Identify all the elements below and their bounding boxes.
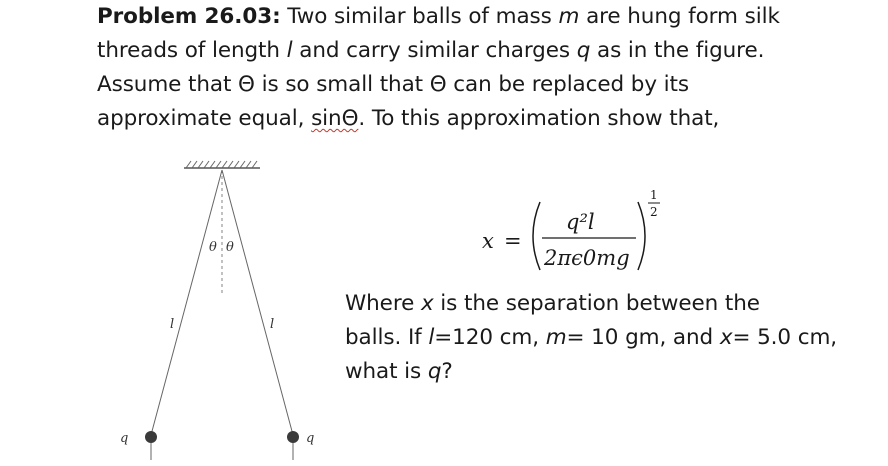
formula-svg	[478, 186, 678, 276]
problem-line-1: Problem 26.03: Two similar balls of mass m are hung form silk	[97, 4, 780, 29]
question-line-3: what is q?	[345, 359, 453, 384]
separation-formula	[478, 186, 678, 276]
var-q: q	[427, 359, 442, 384]
ceiling-support	[184, 161, 260, 168]
var-m: m	[558, 4, 580, 29]
var-l: l	[286, 38, 293, 63]
length-left-label: l	[170, 317, 175, 332]
left-ball	[145, 431, 157, 443]
sin-theta-term: sinΘ	[311, 106, 359, 131]
formula-equals: =	[504, 229, 522, 253]
formula-numerator: q²l	[566, 210, 595, 234]
right-ball	[287, 431, 299, 443]
right-thread	[222, 170, 293, 435]
left-paren	[533, 202, 540, 270]
right-paren	[638, 202, 645, 270]
theta-symbol: Θ	[429, 72, 447, 97]
var-q: q	[576, 38, 591, 63]
exponent-numerator: 1	[650, 188, 658, 202]
formula-denominator: 2πϵ0mg	[544, 246, 630, 270]
problem-statement	[97, 0, 877, 136]
var-x: x	[420, 291, 434, 316]
left-thread	[151, 170, 222, 435]
var-x: x	[719, 325, 733, 350]
charge-left-label: q	[120, 431, 129, 446]
problem-line-3: Assume that Θ is so small that Θ can be replaced by its	[97, 72, 689, 97]
pendulum-figure	[108, 158, 328, 466]
formula-lhs: x	[482, 229, 494, 253]
pendulum-diagram	[108, 158, 328, 466]
length-right-label: l	[270, 317, 275, 332]
theta-left-label: θ	[209, 240, 217, 255]
theta-right-label: θ	[226, 240, 234, 255]
exponent-denominator: 2	[650, 205, 658, 219]
charge-right-label: q	[306, 431, 315, 446]
var-m: m	[545, 325, 567, 350]
question-line-1: Where x is the separation between the	[345, 291, 760, 316]
problem-label: Problem 26.03:	[97, 4, 281, 29]
theta-symbol: Θ	[238, 72, 255, 97]
var-l: l	[428, 325, 435, 350]
problem-line-2: threads of length l and carry similar charges q as in the figure.	[97, 38, 765, 63]
problem-line-4: approximate equal, sinΘ. To this approximation show that,	[97, 106, 720, 131]
question-text	[345, 287, 875, 389]
question-line-2: balls. If l=120 cm, m= 10 gm, and x= 5.0 cm,	[345, 325, 838, 350]
